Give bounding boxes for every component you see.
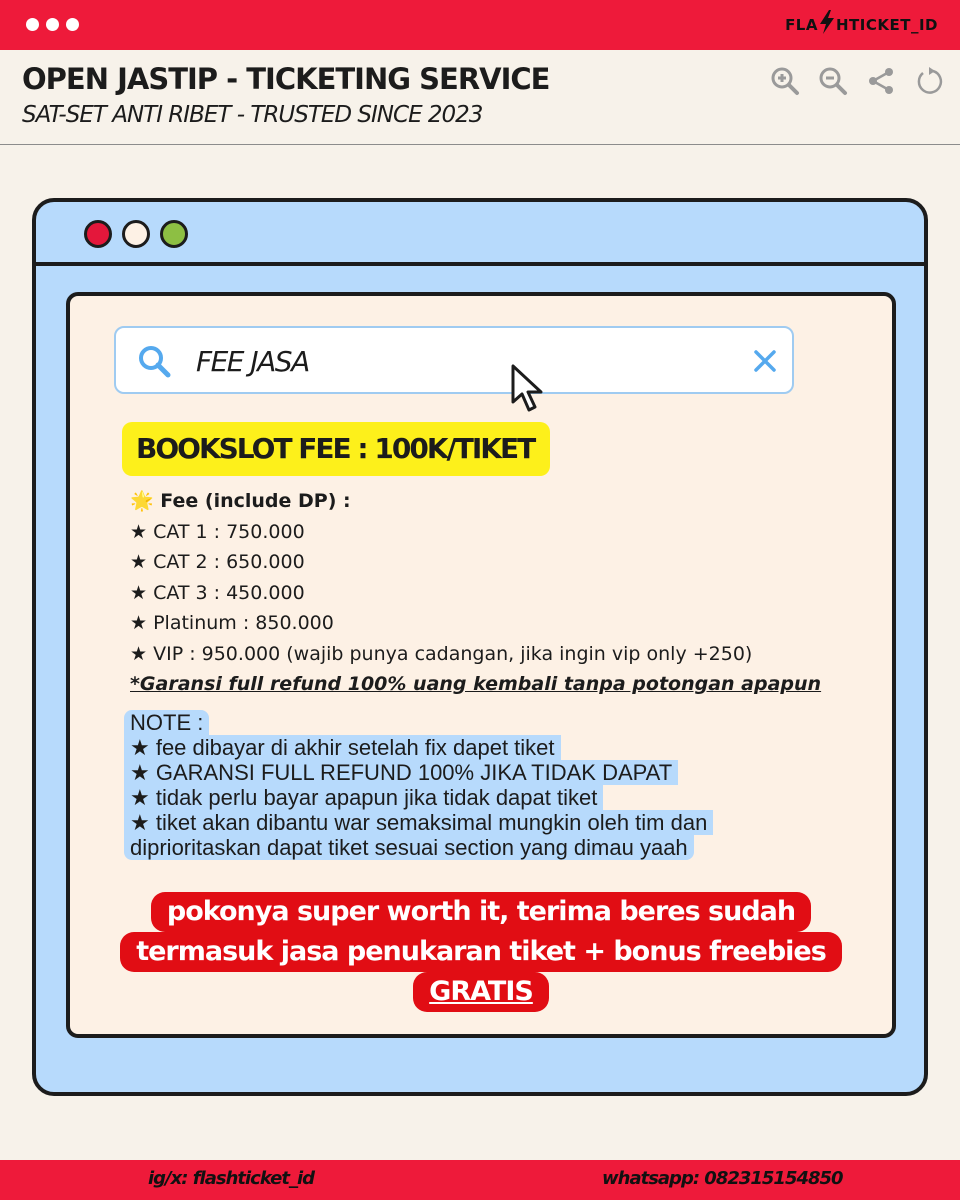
lightning-icon [818, 10, 836, 34]
window-dot [26, 18, 39, 31]
fee-item-vip: ★ VIP : 950.000 (wajib punya cadangan, jika ingin vip only +250) [130, 642, 753, 665]
fee-item-cat2: ★ CAT 2 : 650.000 [130, 551, 305, 573]
header-divider [0, 144, 960, 145]
page-title: OPEN JASTIP - TICKETING SERVICE [22, 62, 550, 96]
page-subtitle: SAT-SET ANTI RIBET - TRUSTED SINCE 2023 [22, 102, 483, 128]
close-window-dot[interactable] [84, 220, 112, 248]
instagram-handle: ig/x: flashticket_id [148, 1168, 315, 1189]
top-bar [0, 0, 960, 50]
brand-name-left: FLA [785, 16, 818, 34]
window-titlebar-divider [36, 262, 924, 266]
toolbar [768, 64, 946, 98]
note-line: ★ fee dibayar di akhir setelah fix dapet tiket [124, 735, 561, 760]
refresh-icon[interactable] [912, 64, 946, 98]
brand-name-right: HTICKET_ID [835, 16, 938, 34]
search-bar[interactable] [114, 326, 794, 394]
search-icon [136, 343, 172, 379]
zoom-out-icon[interactable] [816, 64, 850, 98]
window-dot [46, 18, 59, 31]
bookslot-fee-banner: BOOKSLOT FEE : 100K/TIKET [122, 422, 550, 476]
callout-line: pokonya super worth it, terima beres sudah [151, 892, 811, 932]
fee-item-cat3: ★ CAT 3 : 450.000 [130, 581, 305, 604]
note-line: ★ tiket akan dibantu war semaksimal mungkin oleh tim dan [124, 810, 713, 835]
note-line: ★ GARANSI FULL REFUND 100% JIKA TIDAK DAPAT [124, 760, 678, 785]
callout-line: termasuk jasa penukaran tiket + bonus freebies [120, 932, 842, 972]
brand-logo [785, 16, 938, 34]
fee-item-cat1: ★ CAT 1 : 750.000 [130, 520, 305, 543]
maximize-window-dot[interactable] [160, 220, 188, 248]
clear-icon[interactable] [752, 348, 778, 374]
fee-list [130, 486, 870, 700]
window-content [66, 292, 896, 1038]
star-icon: 🌟 [130, 490, 154, 512]
promo-callout [70, 892, 892, 1012]
note-line: ★ tidak perlu bayar apapun jika tidak dapat tiket [124, 785, 603, 810]
window-dot [66, 18, 79, 31]
browser-window [32, 198, 928, 1096]
share-icon[interactable] [864, 64, 898, 98]
refund-guarantee: *Garansi full refund 100% uang kembali tanpa potongan apapun [130, 673, 822, 695]
search-input[interactable]: FEE JASA [196, 345, 309, 378]
footer-bar [0, 1160, 960, 1200]
fee-heading: 🌟 Fee (include DP) : [130, 490, 351, 512]
fee-item-platinum: ★ Platinum : 850.000 [130, 612, 334, 634]
note-block [124, 710, 804, 860]
mouse-pointer-icon [510, 364, 550, 416]
zoom-in-icon[interactable] [768, 64, 802, 98]
whatsapp-contact: whatsapp: 082315154850 [602, 1168, 843, 1189]
note-line: diprioritaskan dapat tiket sesuai section yang dimau yaah [124, 835, 694, 860]
minimize-window-dot[interactable] [122, 220, 150, 248]
callout-free-label: GRATIS [413, 972, 549, 1012]
note-title: NOTE : [124, 710, 209, 735]
